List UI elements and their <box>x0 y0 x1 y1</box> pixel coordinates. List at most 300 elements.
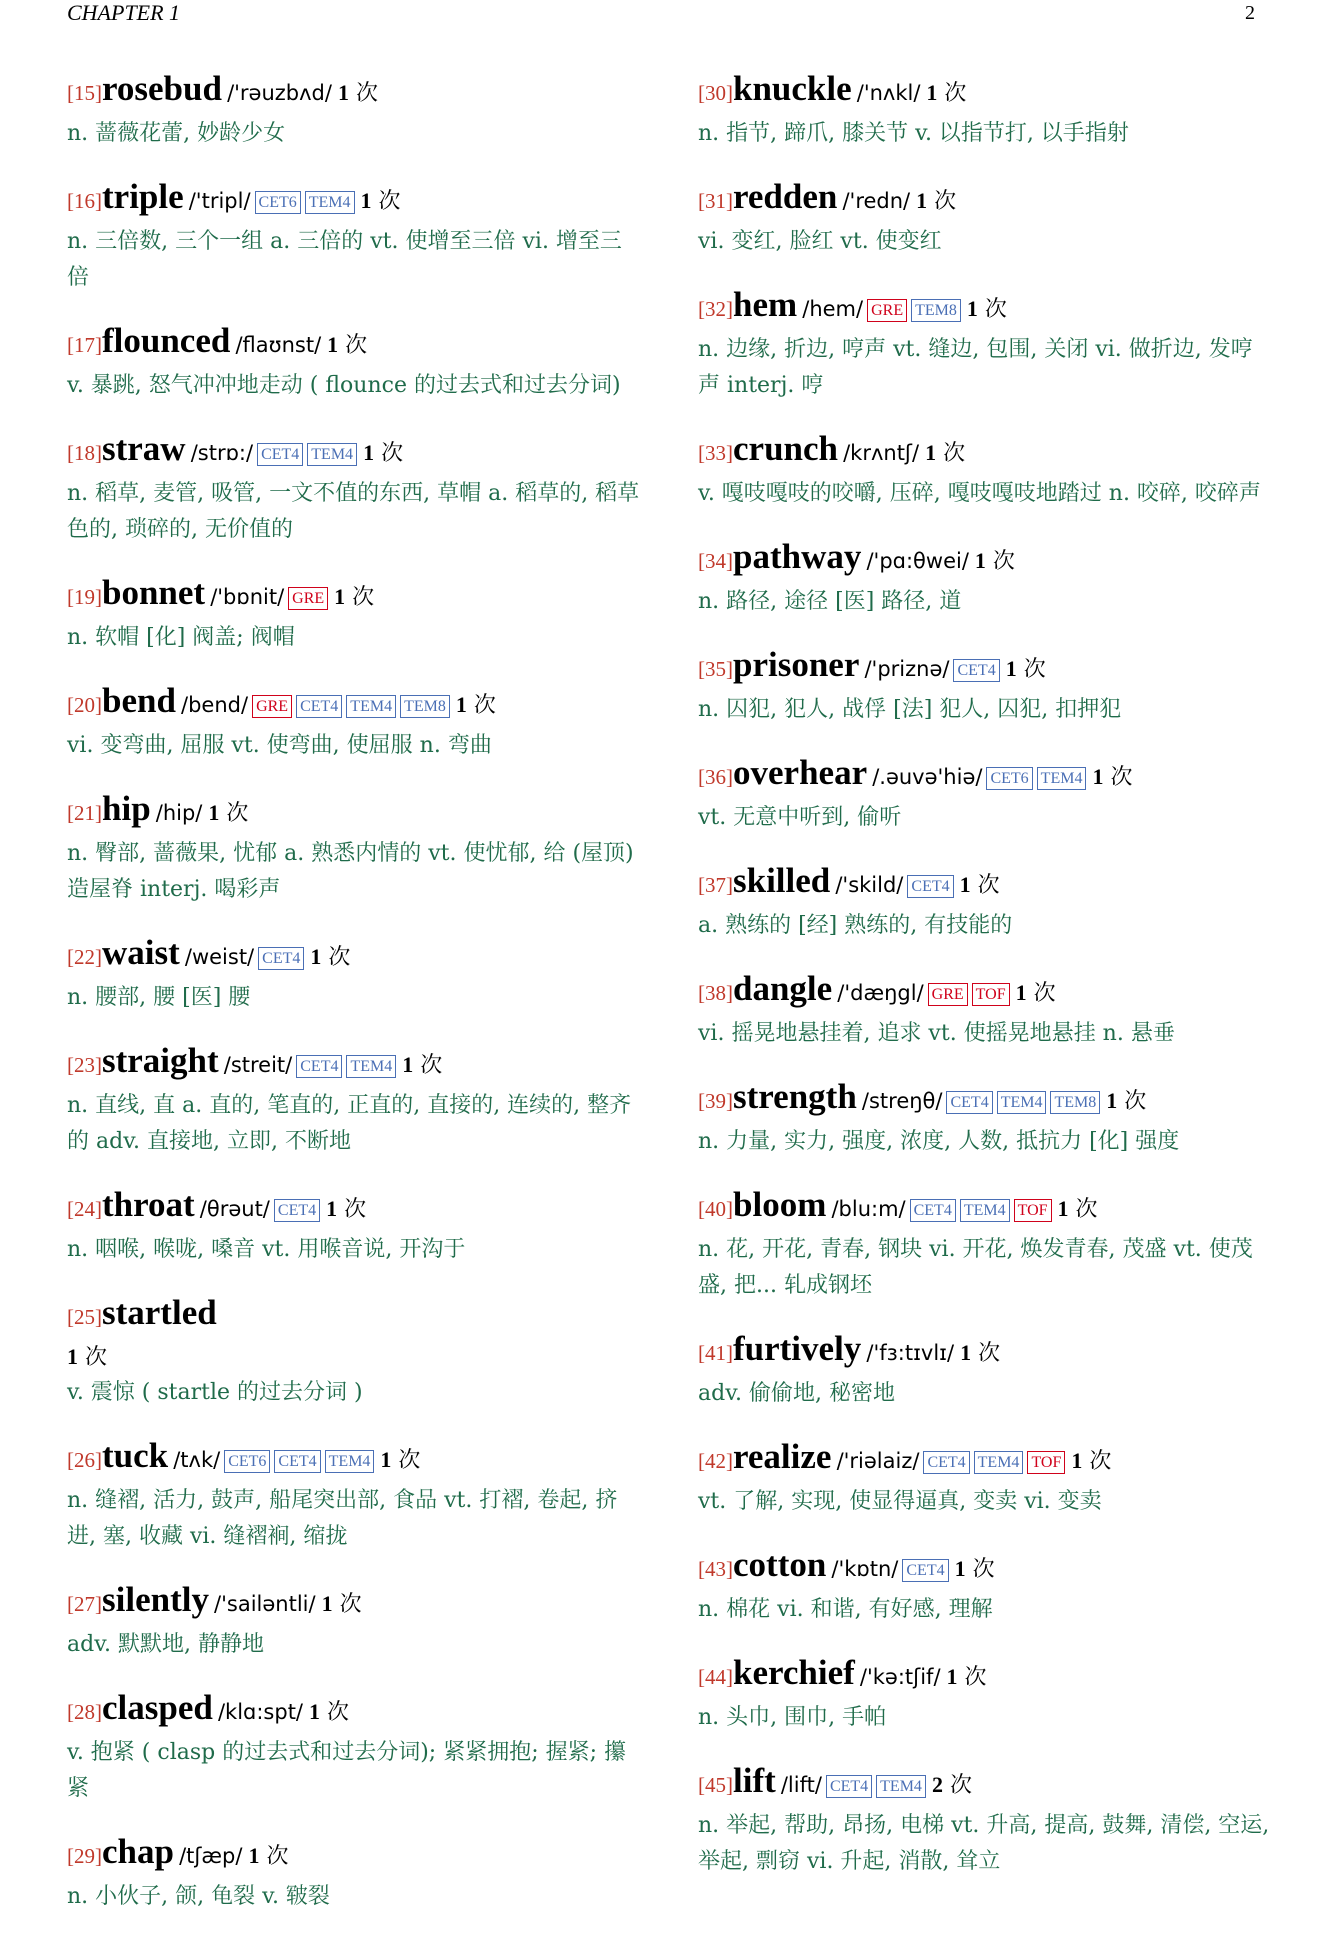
entry-word: straight <box>102 1041 219 1080</box>
entry-phonetic: /'nʌkl/ <box>856 81 921 105</box>
entry-phonetic: /tʃæp/ <box>179 1844 243 1868</box>
entry-headline <box>698 1760 1273 1808</box>
entry-definition: v. 暴跳, 怒气冲冲地走动 ( flounce 的过去式和过去分词) <box>67 373 621 398</box>
count-unit: 次 <box>1110 765 1133 790</box>
entry-number: [36] <box>698 765 733 789</box>
word-entry <box>67 320 642 404</box>
entry-count <box>67 1345 107 1370</box>
entry-phonetic: /hip/ <box>155 801 203 825</box>
entry-headline <box>67 1579 642 1627</box>
entry-phonetic: /klɑ:spt/ <box>217 1700 304 1724</box>
entry-phonetic: /'redn/ <box>842 189 911 213</box>
exam-tag-badge: TEM4 <box>305 191 355 214</box>
right-column <box>698 68 1273 1904</box>
count-unit: 次 <box>1075 1197 1098 1222</box>
entry-word: waist <box>102 933 180 972</box>
count-unit: 次 <box>1124 1089 1147 1114</box>
count-unit: 次 <box>943 441 966 466</box>
entry-phonetic: /bend/ <box>181 693 249 717</box>
exam-tag-badge: TEM4 <box>307 443 357 466</box>
entry-word: hem <box>733 285 798 324</box>
count-value: 1 <box>959 872 971 897</box>
entry-phonetic: /'bɒnit/ <box>210 585 285 609</box>
entry-headline <box>698 860 1273 908</box>
word-entry <box>698 1544 1273 1628</box>
exam-tag-badge: TEM8 <box>911 299 961 322</box>
entry-count <box>363 441 403 466</box>
entry-number: [38] <box>698 981 733 1005</box>
entry-number: [41] <box>698 1341 733 1365</box>
count-value: 1 <box>310 944 322 969</box>
count-value: 1 <box>455 692 467 717</box>
count-unit: 次 <box>378 189 401 214</box>
entry-count <box>327 333 367 358</box>
entry-count <box>947 1665 987 1690</box>
entry-word: hip <box>102 789 151 828</box>
word-entry <box>698 68 1273 152</box>
entry-word: tuck <box>102 1436 169 1475</box>
entry-word: bloom <box>733 1185 827 1224</box>
entry-definition: adv. 默默地, 静静地 <box>67 1632 264 1657</box>
exam-tag-badge: CET4 <box>907 875 953 898</box>
word-entry <box>67 1435 642 1555</box>
entry-phonetic: /streŋθ/ <box>861 1089 943 1113</box>
word-entry <box>698 860 1273 944</box>
count-value: 1 <box>1071 1448 1083 1473</box>
entry-word: crunch <box>733 429 838 468</box>
exam-tag-badge: TEM4 <box>325 1450 375 1473</box>
entry-definition: n. 三倍数, 三个一组 a. 三倍的 vt. 使增至三倍 vi. 增至三倍 <box>67 229 622 290</box>
count-unit: 次 <box>1023 657 1046 682</box>
entry-phonetic: /'skild/ <box>835 873 904 897</box>
count-unit: 次 <box>964 1665 987 1690</box>
entry-number: [29] <box>67 1844 102 1868</box>
entry-phonetic: /'pɑ:θwei/ <box>866 549 969 573</box>
exam-tag-badge: TOF <box>972 983 1010 1006</box>
count-value: 1 <box>1015 980 1027 1005</box>
count-value: 1 <box>208 800 220 825</box>
entry-definition: n. 力量, 实力, 强度, 浓度, 人数, 抵抗力 [化] 强度 <box>698 1129 1180 1154</box>
entry-word: dangle <box>733 969 833 1008</box>
exam-tag-badge: CET6 <box>224 1450 270 1473</box>
count-value: 1 <box>327 332 339 357</box>
entry-word: skilled <box>733 861 831 900</box>
count-value: 1 <box>974 548 986 573</box>
entry-word: silently <box>102 1580 209 1619</box>
entry-count <box>1006 657 1046 682</box>
count-value: 1 <box>925 440 937 465</box>
entry-headline <box>67 680 642 728</box>
count-value: 1 <box>916 188 928 213</box>
entry-definition: n. 稻草, 麦管, 吸管, 一文不值的东西, 草帽 a. 稻草的, 稻草色的, 琐碎的, 无价值的 <box>67 481 640 542</box>
entry-phonetic: /'sailəntli/ <box>214 1592 316 1616</box>
count-unit: 次 <box>381 441 404 466</box>
count-value: 1 <box>337 80 349 105</box>
count-unit: 次 <box>972 1557 995 1582</box>
count-unit: 次 <box>984 297 1007 322</box>
word-entry <box>698 176 1273 260</box>
entry-number: [20] <box>67 693 102 717</box>
entry-headline <box>67 1435 642 1483</box>
entry-phonetic: /streit/ <box>223 1053 293 1077</box>
entry-phonetic: /θrəut/ <box>199 1197 270 1221</box>
entry-headline <box>67 428 642 476</box>
entry-number: [40] <box>698 1197 733 1221</box>
page-number: 2 <box>1245 2 1255 24</box>
word-entry <box>698 1328 1273 1412</box>
exam-tag-badge: TEM8 <box>400 695 450 718</box>
entry-word: cotton <box>733 1545 827 1584</box>
entry-word: straw <box>102 429 186 468</box>
entry-number: [42] <box>698 1449 733 1473</box>
count-unit: 次 <box>398 1448 421 1473</box>
entry-number: [28] <box>67 1700 102 1724</box>
entry-word: redden <box>733 177 838 216</box>
entry-count <box>1058 1197 1098 1222</box>
entry-headline <box>698 68 1273 116</box>
entry-definition: n. 小伙子, 颌, 龟裂 v. 皲裂 <box>67 1884 330 1909</box>
entry-word: knuckle <box>733 69 852 108</box>
entry-number: [16] <box>67 189 102 213</box>
word-entry <box>67 932 642 1016</box>
entry-word: overhear <box>733 753 868 792</box>
word-entry <box>698 752 1273 836</box>
entry-count <box>1106 1089 1146 1114</box>
entry-headline <box>67 788 642 836</box>
entry-count <box>1016 981 1056 1006</box>
entry-count <box>208 801 248 826</box>
exam-tag-badge: TEM4 <box>960 1199 1010 1222</box>
entry-definition: vt. 无意中听到, 偷听 <box>698 805 902 830</box>
entry-word: chap <box>102 1832 174 1871</box>
entry-definition: n. 臀部, 蔷薇果, 忧郁 a. 熟悉内情的 vt. 使忧郁, 给 (屋顶) 造屋脊 interj. 喝彩声 <box>67 841 634 902</box>
entry-count <box>322 1592 362 1617</box>
exam-tag-badge: TEM4 <box>876 1775 926 1798</box>
exam-tag-badge: GRE <box>252 695 292 718</box>
entry-headline <box>698 428 1273 476</box>
exam-tag-badge: CET4 <box>910 1199 956 1222</box>
entry-number: [24] <box>67 1197 102 1221</box>
entry-headline <box>67 176 642 224</box>
entry-number: [43] <box>698 1557 733 1581</box>
entry-count <box>960 873 1000 898</box>
exam-tag-badge: TEM4 <box>997 1091 1047 1114</box>
entry-word: flounced <box>102 321 231 360</box>
entry-phonetic: /weist/ <box>184 945 255 969</box>
entry-number: [27] <box>67 1592 102 1616</box>
entry-definition: n. 头巾, 围巾, 手帕 <box>698 1705 887 1730</box>
entry-count <box>338 81 378 106</box>
count-unit: 次 <box>977 873 1000 898</box>
entry-headline <box>67 320 642 368</box>
count-unit: 次 <box>344 1197 367 1222</box>
entry-definition: n. 囚犯, 犯人, 战俘 [法] 犯人, 囚犯, 扣押犯 <box>698 697 1122 722</box>
word-entry <box>67 1687 642 1807</box>
count-value: 1 <box>326 1196 338 1221</box>
left-column <box>67 68 642 1939</box>
word-entry <box>698 1184 1273 1304</box>
entry-definition: n. 缝褶, 活力, 鼓声, 船尾突出部, 食品 vt. 打褶, 卷起, 挤进, 塞, 收藏 vi. 缝褶裥, 缩拢 <box>67 1488 618 1549</box>
entry-definition: n. 棉花 vi. 和谐, 有好感, 理解 <box>698 1597 993 1622</box>
entry-count <box>932 1773 972 1798</box>
entry-phonetic: /'rəuzbʌd/ <box>227 81 332 105</box>
entry-count <box>248 1844 288 1869</box>
count-unit: 次 <box>345 333 368 358</box>
entry-phonetic: /strɒ:/ <box>190 441 254 465</box>
entry-word: pathway <box>733 537 862 576</box>
exam-tag-badge: GRE <box>867 299 907 322</box>
count-value: 1 <box>1057 1196 1069 1221</box>
entry-definition: n. 蔷薇花蕾, 妙龄少女 <box>67 121 286 146</box>
page-header <box>67 0 1255 30</box>
count-value: 1 <box>966 296 978 321</box>
exam-tag-badge: CET4 <box>257 443 303 466</box>
entry-phonetic: /'kə:tʃif/ <box>859 1665 941 1689</box>
count-unit: 次 <box>355 81 378 106</box>
exam-tag-badge: CET4 <box>296 1055 342 1078</box>
entry-headline <box>67 1687 642 1735</box>
entry-definition: n. 直线, 直 a. 直的, 笔直的, 正直的, 直接的, 连续的, 整齐的 adv. 直接地, 立即, 不断地 <box>67 1093 632 1154</box>
exam-tag-badge: CET4 <box>274 1199 320 1222</box>
count-value: 1 <box>960 1340 972 1365</box>
entry-count <box>955 1557 995 1582</box>
exam-tag-badge: CET6 <box>255 191 301 214</box>
entry-count <box>916 189 956 214</box>
count-unit: 次 <box>226 801 249 826</box>
entry-count <box>402 1053 442 1078</box>
entry-number: [17] <box>67 333 102 357</box>
count-value: 1 <box>1106 1088 1118 1113</box>
entry-definition: n. 路径, 途径 [医] 路径, 道 <box>698 589 962 614</box>
count-value: 1 <box>946 1664 958 1689</box>
entry-headline <box>67 1292 642 1340</box>
entry-word: clasped <box>102 1688 213 1727</box>
word-entry <box>698 428 1273 512</box>
entry-definition: n. 咽喉, 喉咙, 嗓音 vt. 用喉音说, 开沟于 <box>67 1237 466 1262</box>
exam-tag-badge: TEM4 <box>346 695 396 718</box>
entry-phonetic: /'tripl/ <box>188 189 251 213</box>
entry-number: [35] <box>698 657 733 681</box>
count-value: 1 <box>248 1843 260 1868</box>
word-entry <box>698 1076 1273 1160</box>
entry-number: [30] <box>698 81 733 105</box>
entry-headline <box>698 752 1273 800</box>
count-value: 1 <box>67 1344 78 1369</box>
word-entry <box>698 1760 1273 1880</box>
entry-phonetic: /'priznə/ <box>864 657 950 681</box>
count-unit: 次 <box>339 1592 362 1617</box>
exam-tag-badge: TOF <box>1027 1451 1065 1474</box>
entry-headline <box>698 1652 1273 1700</box>
entry-phonetic: /'dæŋgl/ <box>837 981 924 1005</box>
word-entry <box>698 1652 1273 1736</box>
count-unit: 次 <box>473 693 496 718</box>
word-entry <box>67 176 642 296</box>
count-value: 2 <box>931 1772 943 1797</box>
exam-tag-badge: TOF <box>1014 1199 1052 1222</box>
entry-headline <box>67 1831 642 1879</box>
word-entry <box>67 788 642 908</box>
entry-phonetic: /'fɜ:tɪvlɪ/ <box>866 1341 955 1365</box>
word-entry <box>67 68 642 152</box>
word-entry <box>67 1040 642 1160</box>
entry-number: [34] <box>698 549 733 573</box>
entry-number: [21] <box>67 801 102 825</box>
count-unit: 次 <box>978 1341 1001 1366</box>
entry-definition: n. 软帽 [化] 阀盖; 阀帽 <box>67 625 295 650</box>
word-entry <box>67 428 642 548</box>
count-unit: 次 <box>1089 1449 1112 1474</box>
entry-headline <box>698 284 1273 332</box>
entry-count <box>1092 765 1132 790</box>
entry-phonetic: /hem/ <box>802 297 864 321</box>
entry-number: [19] <box>67 585 102 609</box>
entry-word: rosebud <box>102 69 222 108</box>
entry-definition: vi. 变红, 脸红 vt. 使变红 <box>698 229 942 254</box>
count-unit: 次 <box>944 81 967 106</box>
entry-count <box>925 441 965 466</box>
entry-count <box>310 945 350 970</box>
count-unit: 次 <box>1033 981 1056 1006</box>
entry-count <box>960 1341 1000 1366</box>
entry-number: [23] <box>67 1053 102 1077</box>
entry-word: realize <box>733 1437 832 1476</box>
count-unit: 次 <box>266 1844 289 1869</box>
entry-phonetic: /krʌntʃ/ <box>843 441 920 465</box>
entry-number: [45] <box>698 1773 733 1797</box>
word-entry <box>698 644 1273 728</box>
exam-tag-badge: CET4 <box>923 1451 969 1474</box>
word-entry <box>67 1831 642 1915</box>
word-entry <box>67 1579 642 1663</box>
entry-definition: vi. 摇晃地悬挂着, 追求 vt. 使摇晃地悬挂 n. 悬垂 <box>698 1021 1175 1046</box>
count-unit: 次 <box>328 945 351 970</box>
exam-tag-badge: GRE <box>288 587 328 610</box>
entry-number: [39] <box>698 1089 733 1113</box>
exam-tag-badge: CET4 <box>826 1775 872 1798</box>
count-value: 1 <box>926 80 938 105</box>
entry-headline <box>698 1436 1273 1484</box>
entry-headline <box>698 968 1273 1016</box>
entry-word: bend <box>102 681 176 720</box>
word-entry <box>698 1436 1273 1520</box>
word-entry <box>698 536 1273 620</box>
exam-tag-badge: CET4 <box>953 659 999 682</box>
entry-number: [37] <box>698 873 733 897</box>
entry-definition: n. 边缘, 折边, 哼声 vt. 缝边, 包围, 关闭 vi. 做折边, 发哼声 interj. 哼 <box>698 337 1253 398</box>
entry-phonetic: /lift/ <box>780 1773 822 1797</box>
entry-phonetic: /.əuvə'hiə/ <box>872 765 983 789</box>
count-unit: 次 <box>85 1345 108 1370</box>
exam-tag-badge: CET4 <box>902 1559 948 1582</box>
entry-count <box>967 297 1007 322</box>
entry-number: [44] <box>698 1665 733 1689</box>
count-unit: 次 <box>949 1773 972 1798</box>
chapter-title: CHAPTER 1 <box>67 0 181 25</box>
count-value: 1 <box>954 1556 966 1581</box>
entry-definition: n. 腰部, 腰 [医] 腰 <box>67 985 251 1010</box>
exam-tag-badge: GRE <box>928 983 968 1006</box>
entry-count <box>1071 1449 1111 1474</box>
entry-definition: a. 熟练的 [经] 熟练的, 有技能的 <box>698 913 1013 938</box>
word-entry <box>67 572 642 656</box>
entry-count <box>975 549 1015 574</box>
entry-count <box>926 81 966 106</box>
entry-word: bonnet <box>102 573 206 612</box>
count-value: 1 <box>321 1591 333 1616</box>
entry-headline <box>67 68 642 116</box>
entry-headline <box>67 932 642 980</box>
word-entry <box>698 968 1273 1052</box>
entry-count <box>456 693 496 718</box>
exam-tag-badge: CET6 <box>986 767 1032 790</box>
entry-word: startled <box>102 1293 217 1332</box>
entry-headline <box>698 176 1273 224</box>
entry-number: [33] <box>698 441 733 465</box>
word-entry <box>698 284 1273 404</box>
entry-phonetic: /'kɒtn/ <box>831 1557 899 1581</box>
entry-number: [22] <box>67 945 102 969</box>
entry-definition: v. 震惊 ( startle 的过去分词 ) <box>67 1380 363 1405</box>
entry-number: [15] <box>67 81 102 105</box>
count-unit: 次 <box>420 1053 443 1078</box>
entry-definition: n. 指节, 蹄爪, 膝关节 v. 以指节打, 以手指射 <box>698 121 1129 146</box>
entry-count <box>334 585 374 610</box>
entry-definition: v. 嘎吱嘎吱的咬嚼, 压碎, 嘎吱嘎吱地踏过 n. 咬碎, 咬碎声 <box>698 481 1261 506</box>
entry-phonetic: /'riəlaiz/ <box>836 1449 920 1473</box>
entry-definition: n. 花, 开花, 青春, 钢块 vi. 开花, 焕发青春, 茂盛 vt. 使茂盛, 把... 轧成钢坯 <box>698 1237 1253 1298</box>
entry-word: furtively <box>733 1329 862 1368</box>
entry-headline <box>698 644 1273 692</box>
count-value: 1 <box>363 440 375 465</box>
entry-headline <box>67 572 642 620</box>
exam-tag-badge: TEM4 <box>974 1451 1024 1474</box>
entry-definition: n. 举起, 帮助, 昂扬, 电梯 vt. 升高, 提高, 鼓舞, 清偿, 空运, 举起, 剽窃 vi. 升起, 消散, 耸立 <box>698 1813 1270 1874</box>
entry-word: kerchief <box>733 1653 855 1692</box>
count-unit: 次 <box>352 585 375 610</box>
exam-tag-badge: TEM8 <box>1050 1091 1100 1114</box>
exam-tag-badge: CET4 <box>946 1091 992 1114</box>
count-value: 1 <box>309 1699 321 1724</box>
entry-definition: vt. 了解, 实现, 使显得逼真, 变卖 vi. 变卖 <box>698 1489 1102 1514</box>
entry-headline <box>698 1076 1273 1124</box>
count-value: 1 <box>1092 764 1104 789</box>
entry-phonetic: /flaʊnst/ <box>235 333 322 357</box>
entry-count <box>380 1448 420 1473</box>
count-unit: 次 <box>934 189 957 214</box>
entry-number: [18] <box>67 441 102 465</box>
exam-tag-badge: CET4 <box>274 1450 320 1473</box>
entry-word: strength <box>733 1077 857 1116</box>
entry-count <box>326 1197 366 1222</box>
entry-count <box>309 1700 349 1725</box>
entry-definition: adv. 偷偷地, 秘密地 <box>698 1381 895 1406</box>
entry-headline <box>67 1184 642 1232</box>
entry-word: lift <box>733 1761 776 1800</box>
entry-definition: v. 抱紧 ( clasp 的过去式和过去分词); 紧紧拥抱; 握紧; 攥紧 <box>67 1740 627 1801</box>
entry-number: [31] <box>698 189 733 213</box>
exam-tag-badge: TEM4 <box>346 1055 396 1078</box>
count-value: 1 <box>1005 656 1017 681</box>
entry-headline <box>67 1040 642 1088</box>
entry-phonetic: /tʌk/ <box>173 1448 221 1472</box>
entry-count <box>361 189 401 214</box>
entry-phonetic: /blu:m/ <box>831 1197 906 1221</box>
entry-definition: vi. 变弯曲, 屈服 vt. 使弯曲, 使屈服 n. 弯曲 <box>67 733 492 758</box>
entry-number: [25] <box>67 1305 102 1329</box>
entry-headline <box>698 1184 1273 1232</box>
entry-number: [32] <box>698 297 733 321</box>
